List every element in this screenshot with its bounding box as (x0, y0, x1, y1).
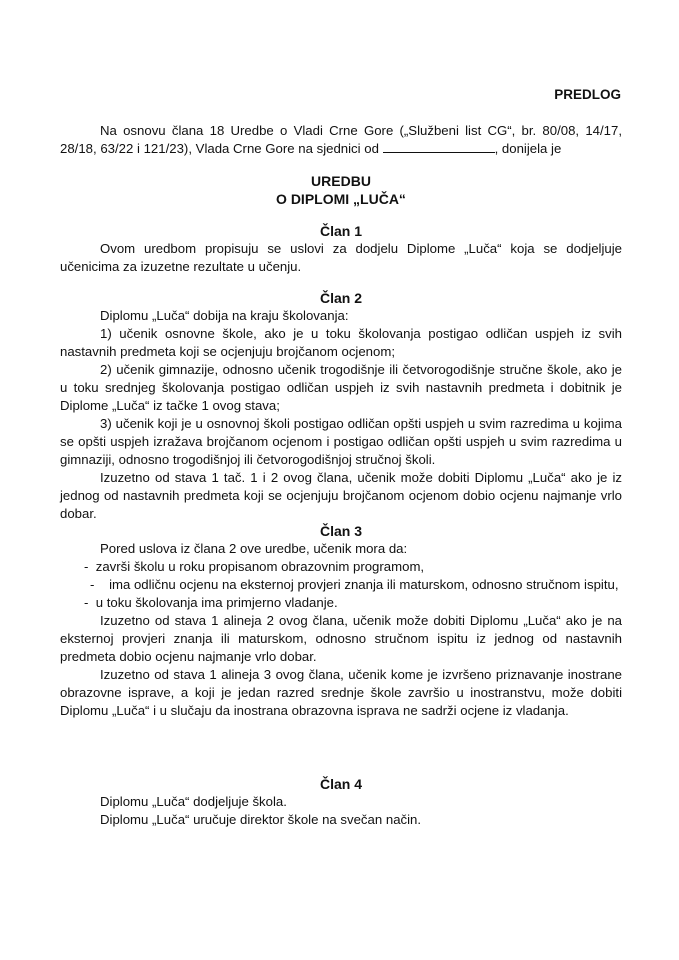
clan-3-bullet-1: - završi školu u roku propisanom obrazovnim programom, (84, 559, 425, 574)
intro-paragraph (60, 122, 622, 158)
clan-4-line-2: Diplomu „Luča“ uručuje direktor škole na svečan način. (100, 812, 422, 827)
clan-4-section (60, 775, 622, 829)
clan-3-exception-1: Izuzetno od stava 1 alineja 2 ovog člana, učenik može dobiti Diplomu „Luča“ ako je na eksternoj provjeri znanja ili maturskom, odnosno stručnom ispitu iz jednog od nastavnih predmeta dobio ocjenu najmanje vrlo dobar. (60, 613, 622, 664)
clan-3-bullet-3: - u toku školovanja ima primjerno vladanje. (84, 595, 338, 610)
clan-2-intro: Diplomu „Luča“ dobija na kraju školovanja: (100, 308, 349, 323)
clan-2-item-2: 2) učenik gimnazije, odnosno učenik trogodišnje ili četvorogodišnje stručne škole, ako je u toku srednjeg školovanja postigao odličan uspjeh iz svih nastavnih predmeta i dobitnik je Diplome „Luča“ iz tačke 1 ovog stava; (60, 362, 622, 413)
clan-4-line-1: Diplomu „Luča“ dodjeljuje škola. (100, 794, 287, 809)
title-line2: O DIPLOMI „LUČA“ (276, 191, 406, 207)
clan-3-bullet-2: - ima odličnu ocjenu na eksternoj provjeri znanja ili maturskom, odnosno stručnom ispitu, (90, 577, 619, 592)
clan-1-heading: Član 1 (319, 223, 362, 239)
clan-3-intro: Pored uslova iz člana 2 ove uredbe, učenik mora da: (100, 541, 408, 556)
clan-4-heading: Član 4 (319, 776, 362, 792)
intro-text-part2: , donijela je (494, 141, 562, 156)
clan-2-item-3: 3) učenik koji je u osnovnoj školi postigao odličan opšti uspjeh u svim razredima u kojima se opšti uspjeh izražava brojčanom ocjenom i postigao odličan opšti uspjeh u svim razredima u gimnaziji, odnosno trogodišnjoj ili četvorogodišnjoj stručnoj školi. (60, 416, 622, 467)
document-title (60, 172, 622, 208)
title-line1: UREDBU (311, 173, 371, 189)
clan-2-exception: Izuzetno od stava 1 tač. 1 i 2 ovog člana, učenik može dobiti Diplomu „Luča“ ako je iz jednog od nastavnih predmeta koji se ocjenjuju brojčanom ocjenom dobio ocjenu najmanje vrlo dobar. (60, 470, 622, 521)
clan-2-heading: Član 2 (319, 290, 362, 306)
clan-1-text: Ovom uredbom propisuju se uslovi za dodjelu Diplome „Luča“ koja se dodjeljuje učenicima za izuzetne rezultate u učenju. (60, 241, 622, 274)
clan-3-heading: Član 3 (319, 523, 362, 539)
predlog-label: PREDLOG (554, 87, 621, 102)
clan-2-section (60, 289, 622, 523)
clan-1-section (60, 222, 622, 276)
clan-2-item-1: 1) učenik osnovne škole, ako je u toku školovanja postigao odličan uspjeh iz svih nastavnih predmeta koji se ocjenjuju brojčanom ocjenom; (60, 326, 622, 359)
clan-3-section (60, 522, 622, 720)
clan-3-exception-2: Izuzetno od stava 1 alineja 3 ovog člana, učenik kome je izvršeno priznavanje inostrane obrazovne isprave, a koji je jedan razred srednje škole završio u inostranstvu, može dobiti Diplomu „Luča“ i u slučaju da inostrana obrazovna isprava ne sadrži ocjene iz vladanja. (60, 667, 622, 718)
intro-text-part1: Na osnovu člana 18 Uredbe o Vladi Crne Gore („Službeni list CG“, br. 80/08, 14/17, 28/18, 63/22 i 121/23), Vlada Crne Gore na sjednici od (60, 123, 622, 156)
date-blank-line (383, 140, 495, 153)
